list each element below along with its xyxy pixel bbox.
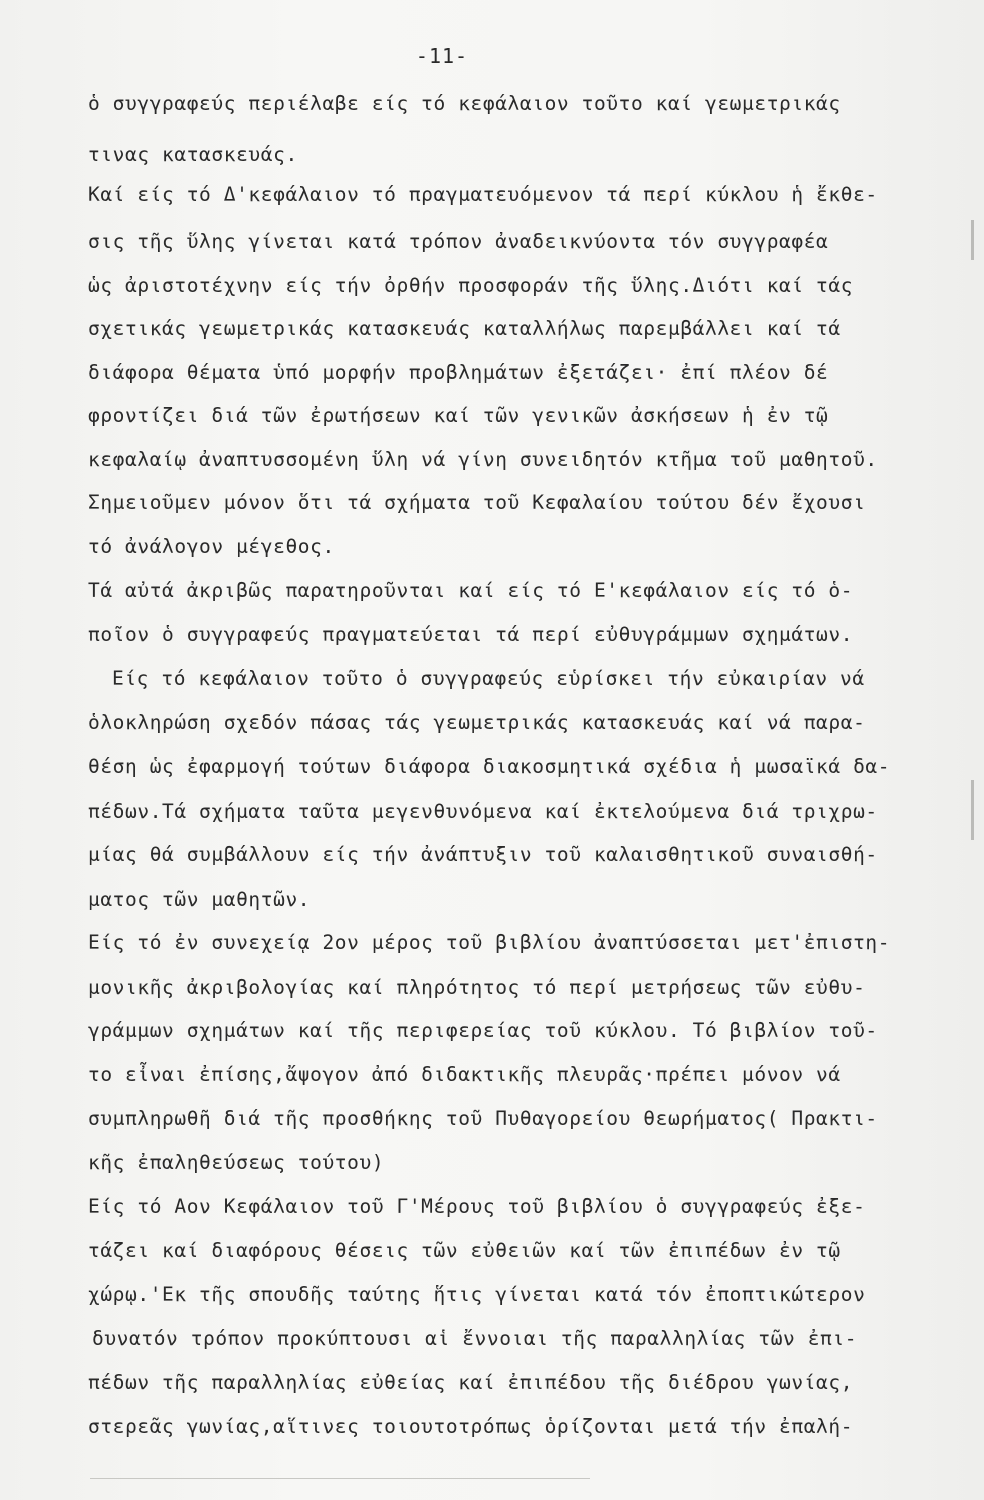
text-line: ματος τῶν μαθητῶν. xyxy=(88,888,311,911)
text-line: Είς τό ἐν συνεχείᾳ 2ον μέρος τοῦ βιβλίου ἀναπτύσσεται μετ'ἐπιστη- xyxy=(88,931,891,954)
text-line: ὁ συγγραφεύς περιέλαβε είς τό κεφάλαιον τοῦτο καί γεωμετρικάς xyxy=(88,92,841,115)
text-line: συμπληρωθῆ διά τῆς προσθήκης τοῦ Πυθαγορείου θεωρήματος( Πρακτι- xyxy=(88,1107,878,1130)
text-line: Είς τό κεφάλαιον τοῦτο ὁ συγγραφεύς εὑρίσκει τήν εὐκαιρίαν νά xyxy=(112,667,865,690)
text-line: στερεᾶς γωνίας,αἵτινες τοιουτοτρόπως ὁρίζονται μετά τήν ἐπαλή- xyxy=(88,1415,854,1438)
text-line: ποῖον ὁ συγγραφεύς πραγματεύεται τά περί εὐθυγράμμων σχημάτων. xyxy=(88,623,854,646)
text-line: ὡς ἀριστοτέχνην είς τήν ὀρθήν προσφοράν τῆς ὕλης.Διότι καί τάς xyxy=(88,274,854,297)
text-line: ὁλοκληρώση σχεδόν πάσας τάς γεωμετρικάς κατασκευάς καί νά παρα- xyxy=(88,711,866,734)
text-line: σχετικάς γεωμετρικάς κατασκευάς καταλλήλως παρεμβάλλει καί τά xyxy=(88,317,841,340)
text-line: θέση ὡς ἐφαρμογή τούτων διάφορα διακοσμητικά σχέδια ἡ μωσαϊκά δα- xyxy=(88,755,891,778)
text-line: Είς τό Αον Κεφάλαιον τοῦ Γ'Μέρους τοῦ βιβλίου ὁ συγγραφεύς ἐξε- xyxy=(88,1195,866,1218)
text-line: δυνατόν τρόπον προκύπτουσι αἱ ἔννοιαι τῆς παραλληλίας τῶν ἐπι- xyxy=(92,1327,858,1350)
text-line: μίας θά συμβάλλουν είς τήν ἀνάπτυξιν τοῦ καλαισθητικοῦ συναισθή- xyxy=(88,843,878,866)
text-line: τινας κατασκευάς. xyxy=(88,143,298,166)
text-line: γράμμων σχημάτων καί τῆς περιφερείας τοῦ κύκλου. Τό βιβλίον τοῦ- xyxy=(88,1019,878,1042)
text-line: κεφαλαίῳ ἀναπτυσσομένη ὕλη νά γίνη συνειδητόν κτῆμα τοῦ μαθητοῦ. xyxy=(88,448,878,471)
scan-bottom-rule xyxy=(90,1478,590,1479)
text-line: φροντίζει διά τῶν ἐρωτήσεων καί τῶν γενικῶν ἀσκήσεων ἡ ἐν τῷ xyxy=(88,404,829,427)
text-line: διάφορα θέματα ὑπό μορφήν προβλημάτων ἐξετάζει· ἐπί πλέον δέ xyxy=(88,361,829,384)
text-line: τάζει καί διαφόρους θέσεις τῶν εὐθειῶν καί τῶν ἐπιπέδων ἐν τῷ xyxy=(88,1239,841,1262)
text-line: κῆς ἐπαληθεύσεως τούτου) xyxy=(88,1151,385,1174)
text-line: το εἶναι ἐπίσης,ἄψογον ἀπό διδακτικῆς πλευρᾶς·πρέπει μόνον νά xyxy=(88,1063,841,1086)
text-line: Σημειοῦμεν μόνον ὅτι τά σχήματα τοῦ Κεφαλαίου τούτου δέν ἔχουσι xyxy=(88,491,866,514)
scan-edge-mark xyxy=(971,220,974,260)
text-line: Τά αὐτά ἀκριβῶς παρατηροῦνται καί είς τό Ε'κεφάλαιον είς τό ὁ- xyxy=(88,579,854,602)
text-line: μονικῆς ἀκριβολογίας καί πληρότητος τό περί μετρήσεως τῶν εὐθυ- xyxy=(88,976,866,999)
text-line: τό ἀνάλογον μέγεθος. xyxy=(88,535,335,558)
text-line: σις τῆς ὕλης γίνεται κατά τρόπον ἀναδεικνύοντα τόν συγγραφέα xyxy=(88,230,829,253)
text-line: πέδων τῆς παραλληλίας εὐθείας καί ἐπιπέδου τῆς διέδρου γωνίας, xyxy=(88,1371,854,1394)
scan-edge-mark xyxy=(971,780,974,840)
text-line: Καί είς τό Δ'κεφάλαιον τό πραγματευόμενον τά περί κύκλου ἡ ἔκθε- xyxy=(88,183,878,206)
text-line: χώρῳ.'Εκ τῆς σπουδῆς ταύτης ἥτις γίνεται κατά τόν ἐποπτικώτερον xyxy=(88,1283,866,1306)
text-line: πέδων.Τά σχήματα ταῦτα μεγενθυνόμενα καί ἐκτελούμενα διά τριχρω- xyxy=(88,800,878,823)
page-number: -11- xyxy=(415,44,469,68)
